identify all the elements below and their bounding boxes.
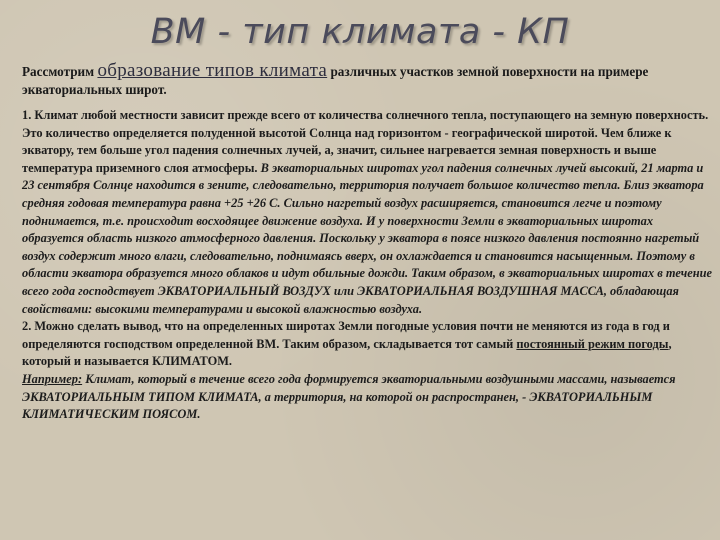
body-text xyxy=(22,107,712,424)
intro-suffix: различных участков земной поверхности на примере экваториальных широт. xyxy=(22,64,649,97)
p2-after: , который и называется КЛИМАТОМ. xyxy=(22,336,672,369)
intro-highlight: образование типов климата xyxy=(97,60,328,81)
p1-italic: В экваториальных широтах угол падения солнечных лучей высокий, 21 марта и 23 сентября Солнце находится в зените, следовательно, территория получает большое количество тепла. Близ экватора средняя годовая температура равна +25 +26 С. Сильно нагретый воздух расширяется, становится легче и поэтому поднимается, т.е. происходит восходящее движение воздуха. И у поверхности Земли в экваториальных широтах образуется область низкого атмосферного давления. Поскольку у экватора в поясе низкого давления постоянно нагретый воздух содержит много влаги, следовательно, поднимаясь вверх, он охлаждается и становится насыщенным. Поэтому в области экватора образуется много облаков и идут обильные дожди. Таким образом, в экваториальных широтах в течение всего года господствует ЭКВАТОРИАЛЬНЫЙ ВОЗДУХ или ЭКВАТОРИАЛЬНАЯ ВОЗДУШНАЯ МАССА, обладающая свойствами: высокими температурами и высокой влажностью воздуха. xyxy=(22,160,712,316)
p2-before: 2. Можно сделать вывод, что на определенных широтах Земли погодные условия почти не меняются из года в год и определяются господством определенной ВМ. Таким образом, складывается тот самый xyxy=(22,319,670,351)
slide-title: ВМ - тип климата - КП xyxy=(150,12,570,52)
paragraph-3 xyxy=(22,371,712,424)
intro-prefix: Рассмотрим xyxy=(22,64,98,79)
p3-text: Климат, который в течение всего года формируется экваториальными воздушными массами, называется ЭКВАТОРИАЛЬНЫМ ТИПОМ КЛИМАТА, а территория, на которой он распространен, - ЭКВАТОРИАЛЬНЫМ КЛИМАТИЧЕСКИМ ПОЯСОМ. xyxy=(22,371,676,422)
paragraph-1 xyxy=(22,107,712,318)
intro-paragraph xyxy=(22,62,712,99)
p3-lead: Например: xyxy=(22,371,83,386)
paragraph-2 xyxy=(22,318,712,371)
p2-underlined: постоянный режим погоды xyxy=(516,336,669,351)
p1-normal: 1. Климат любой местности зависит прежде всего от количества солнечного тепла, поступающего на земную поверхность. Это количество определяется полуденной высотой Солнца над горизонтом - географической широтой. Чем ближе к экватору, тем больше угол падения солнечных лучей, а, значит, сильнее нагревается земная поверхность и выше температура приземного слоя атмосферы. xyxy=(22,108,709,175)
